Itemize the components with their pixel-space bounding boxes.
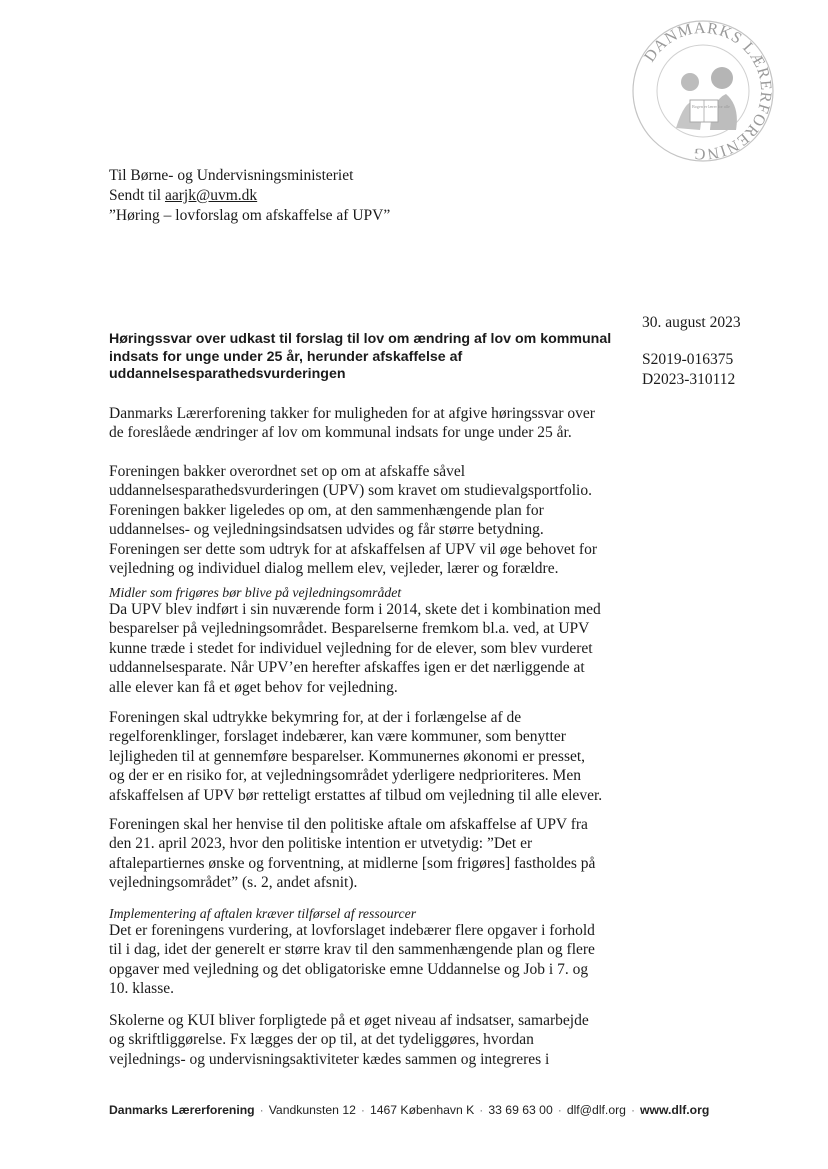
footer-separator: · — [259, 1103, 264, 1117]
recipient-block — [109, 166, 390, 226]
recipient-sent-line — [109, 186, 390, 206]
paragraph-line: uddannelsesparathedsvurderingen (UPV) som kravet om studievalgsportfolio. — [109, 482, 592, 500]
paragraph-line: og der er en risiko for, at vejledningsområdet yderligere nedprioriteres. Men — [109, 767, 581, 785]
paragraph-line: afskaffelsen af UPV bør retteligt erstattes af tilbud om vejledning til alle elever. — [109, 786, 603, 804]
paragraph-line: og skriftliggørelse. Fx lægges der op til, at det tydeliggøres, hvordan — [109, 1031, 534, 1049]
paragraph-line: Foreningen ser dette som udtryk for at afskaffelsen af UPV vil øge behovet for — [109, 540, 597, 558]
paragraph-3 — [109, 600, 749, 697]
footer-phone: 33 69 63 00 — [488, 1103, 553, 1117]
footer-web[interactable]: www.dlf.org — [640, 1103, 710, 1117]
paragraph-line: alle elever kan få et øget behov for vejledning. — [109, 678, 398, 696]
paragraph-line: 10. klasse. — [109, 980, 175, 998]
footer-separator: · — [479, 1103, 484, 1117]
paragraph-line: Foreningen skal her henvise til den politiske aftale om afskaffelse af UPV fra — [109, 816, 588, 833]
seal-text: DANMARKS LÆRERFORENING — [641, 19, 775, 163]
paragraph-line: Foreningen skal udtrykke bekymring for, at der i forlængelse af de — [109, 709, 522, 726]
dlf-seal-logo — [628, 16, 778, 166]
paragraph-line: de foreslåede ændringer af lov om kommunal indsats for unge under 25 år. — [109, 424, 572, 442]
paragraph-4 — [109, 708, 749, 805]
footer-city: 1467 København K — [369, 1103, 475, 1117]
paragraph-line: Da UPV blev indført i sin nuværende form i 2014, skete det i kombination med — [109, 601, 601, 618]
paragraph-line: regelforenklinger, forslaget indebærer, kan være kommuner, som benytter — [109, 728, 566, 746]
document-number: D2023-310112 — [642, 371, 736, 388]
paragraph-line: vejlednings- og undervisningsaktiviteter kædes sammen og integreres i — [109, 1050, 550, 1068]
paragraph-line: vejledningsområdet” (s. 2, andet afsnit). — [109, 874, 358, 892]
paragraph-line: den 21. april 2023, hvor den politiske intention er utvetydig: ”Det er — [109, 835, 533, 853]
paragraph-line: uddannelses- og vejledningsindsatsen udvides og får større betydning. — [109, 521, 544, 539]
section-heading-2: Implementering af aftalen kræver tilførsel af ressourcer — [109, 906, 417, 921]
footer-email[interactable]: dlf@dlf.org — [566, 1103, 626, 1117]
recipient-subject-line: ”Høring – lovforslag om afskaffelse af UPV” — [109, 207, 391, 224]
footer-street: Vandkunsten 12 — [268, 1103, 356, 1117]
paragraph-line: Det er foreningens vurdering, at lovforslaget indebærer flere opgaver i forhold — [109, 922, 595, 939]
paragraph-1 — [109, 404, 749, 443]
footer-org: Danmarks Lærerforening — [109, 1103, 255, 1117]
paragraph-line: lejligheden til at gennemføre besparelser. Kommunernes økonomi er presset, — [109, 747, 586, 765]
paragraph-line: Foreningen bakker ligeledes op om, at den sammenhængende plan for — [109, 501, 544, 519]
seal-book-text: Bogen er lærer for alle — [692, 104, 730, 109]
paragraph-2 — [109, 462, 749, 578]
footer-separator: · — [360, 1103, 365, 1117]
paragraph-line: til i dag, idet der generelt er større krav til den sammenhængende plan og flere — [109, 941, 595, 959]
paragraph-line: Skolerne og KUI bliver forpligtede på et øget niveau af indsatser, samarbejde — [109, 1012, 589, 1029]
paragraph-line: vejledning og individuel dialog mellem elev, vejleder, lærer og forældre. — [109, 560, 559, 578]
paragraph-line: opgaver med vejledning og det obligatoriske emne Uddannelse og Job i 7. og — [109, 960, 589, 978]
paragraph-line: Foreningen bakker overordnet set op om at afskaffe såvel — [109, 463, 466, 480]
letter-subject: Høringssvar over udkast til forslag til lov om ændring af lov om kommunal indsats for unge under 25 år, herunder afskaffelse af uddannelsesparathedsvurderingen — [109, 331, 612, 382]
paragraph-5 — [109, 815, 749, 893]
section-heading-1: Midler som frigøres bør blive på vejledningsområdet — [109, 585, 402, 600]
paragraph-line: kunne træde i stedet for individuel vejledning for de elever, som blev vurderet — [109, 639, 593, 657]
paragraph-line: uddannelsesparate. Når UPV’en herefter afskaffes igen er det nærliggende at — [109, 659, 585, 677]
footer-separator: · — [557, 1103, 562, 1117]
svg-text:DANMARKS LÆRERFORENING — [641, 20, 774, 162]
footer-separator: · — [630, 1103, 635, 1117]
recipient-email-link[interactable]: aarjk@uvm.dk — [164, 187, 258, 204]
recipient-to: Til Børne- og Undervisningsministeriet — [109, 167, 354, 184]
letter-footer — [109, 1103, 769, 1117]
case-number: S2019-016375 — [642, 351, 734, 368]
letter-date: 30. august 2023 — [642, 314, 741, 331]
paragraph-line: aftalepartiernes ønske og forventning, at midlerne [som frigøres] fastholdes på — [109, 854, 596, 872]
paragraph-6 — [109, 921, 749, 999]
paragraph-7 — [109, 1011, 749, 1069]
paragraph-line: besparelser på vejledningsområdet. Besparelserne fremkom bl.a. ved, at UPV — [109, 620, 590, 638]
paragraph-line: Danmarks Lærerforening takker for muligheden for at afgive høringssvar over — [109, 405, 595, 422]
sent-prefix: Sendt til — [109, 187, 165, 204]
